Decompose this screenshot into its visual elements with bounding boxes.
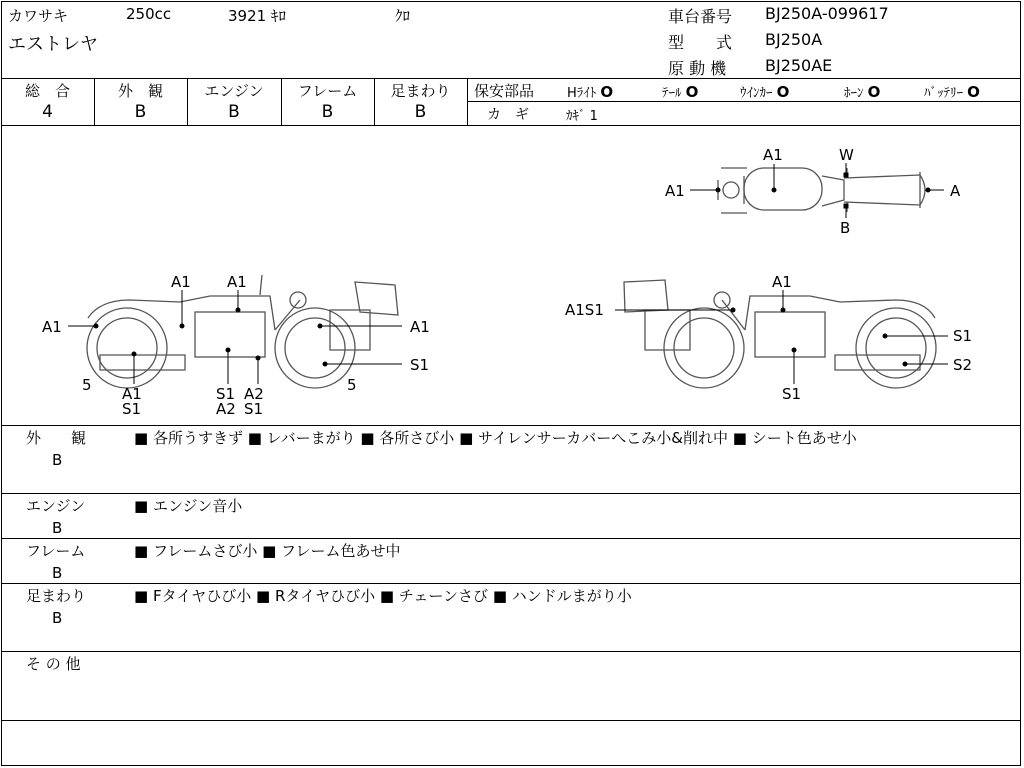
diagram-label: A1: [410, 318, 430, 336]
type-value: BJ250A: [765, 30, 823, 49]
safety-label: 保安部品: [474, 82, 535, 100]
diagram-label: A1: [227, 273, 247, 291]
note-suspension-label: 足まわり: [26, 587, 87, 605]
diagram-label: S1: [953, 327, 973, 345]
exterior-grade: B: [134, 102, 147, 122]
frame-label: フレーム: [297, 82, 358, 100]
displacement: 250cc: [126, 5, 172, 23]
bike-diagram: [0, 126, 1024, 426]
frame-no: BJ250A-099617: [765, 4, 889, 23]
safety-item-headlight: Hﾗｲﾄ O: [567, 83, 614, 101]
suspension-label: 足まわり: [390, 82, 451, 100]
top-view-bike: [718, 168, 925, 213]
diagram-label: A2: [244, 385, 264, 403]
diagram-label: B: [840, 219, 851, 237]
diagram-label: A1: [42, 318, 62, 336]
key-label: カ ギ: [487, 107, 529, 123]
total-label: 総 合: [24, 82, 70, 100]
suspension-grade: B: [414, 102, 427, 122]
diagram-label: A1: [772, 273, 792, 291]
diagram-label: A2: [216, 400, 236, 418]
diagram-label: S1: [122, 400, 142, 418]
note-exterior-grade: B: [52, 451, 63, 469]
safety-item-battery: ﾊﾞｯﾃﾘｰ O: [924, 83, 980, 101]
maker: カワサキ: [8, 7, 69, 25]
diagram-label: A1: [665, 182, 685, 200]
note-frame-label: フレーム: [26, 542, 86, 560]
diagram-label: S2: [953, 356, 973, 374]
engine-label: エンジン: [204, 82, 264, 100]
frame-no-label: 車台番号: [668, 7, 733, 26]
note-engine-text: ■ エンジン音小: [134, 497, 243, 515]
note-exterior-label: 外 観: [26, 429, 87, 447]
diagram-label: A1S1: [565, 301, 604, 319]
engine-model-value: BJ250AE: [765, 56, 833, 75]
diagram-label: S1: [782, 385, 802, 403]
note-engine-grade: B: [52, 519, 63, 537]
diagram-label: 5: [347, 376, 357, 394]
mileage: 3921 ｷﾛ: [228, 7, 286, 25]
note-frame-grade: B: [52, 564, 63, 582]
key-value: ｶｷﾞ 1: [566, 109, 598, 124]
note-other-label: そ の 他: [26, 655, 81, 673]
total-grade: 4: [42, 102, 53, 122]
safety-item-winker: ｳｲﾝｶｰ O: [740, 83, 790, 101]
diagram-label: A: [950, 182, 961, 200]
diagram-label: A1: [122, 385, 142, 403]
exterior-label: 外 観: [117, 82, 163, 100]
diagram-label: W: [839, 146, 854, 164]
diagram-label: S1: [410, 356, 430, 374]
diagram-label: S1: [216, 385, 236, 403]
right-side-bike: [624, 280, 936, 388]
note-engine-label: エンジン: [26, 497, 86, 515]
color: ｸﾛ: [395, 7, 411, 25]
safety-item-horn: ﾎｰﾝ O: [844, 83, 881, 101]
type-label: 型 式: [668, 33, 733, 52]
engine-model-label: 原 動 機: [668, 59, 727, 78]
note-frame-text: ■ フレームさび小 ■ フレーム色あせ中: [134, 542, 401, 560]
diagram-label: A1: [763, 146, 783, 164]
note-exterior-text: ■ 各所うすきず ■ レバーまがり ■ 各所さび小 ■ サイレンサーカバーへこみ小&削れ中 ■ シート色あせ小: [134, 429, 857, 447]
model-name: エストレヤ: [8, 34, 98, 55]
diagram-label: S1: [244, 400, 264, 418]
diagram-label: 5: [82, 376, 92, 394]
engine-grade: B: [228, 102, 240, 122]
note-suspension-text: ■ Fタイヤひび小 ■ Rタイヤひび小 ■ チェーンさび ■ ハンドルまがり小: [134, 587, 632, 605]
diagram-label: A1: [171, 273, 191, 291]
frame-grade: B: [321, 102, 334, 122]
safety-item-tail: ﾃｰﾙ O: [662, 83, 699, 101]
note-suspension-grade: B: [52, 609, 63, 627]
